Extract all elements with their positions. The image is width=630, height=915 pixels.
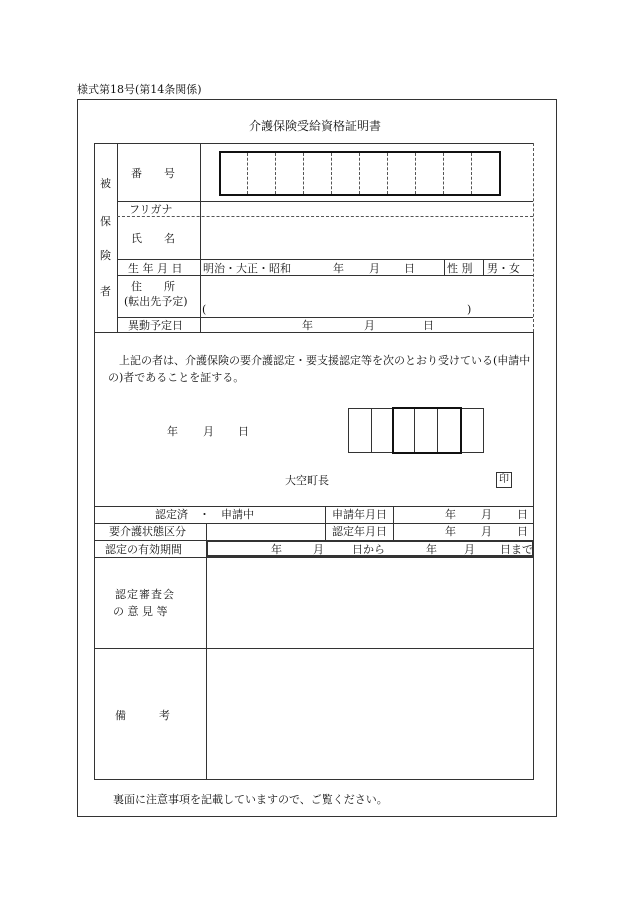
month-label: 月	[364, 319, 375, 332]
side-char: 被	[100, 177, 111, 190]
validity-from-suffix: 日から	[352, 543, 385, 556]
birth-eras[interactable]: 明治・大正・昭和	[203, 262, 291, 275]
address-paren-close: )	[467, 303, 472, 316]
name-field[interactable]	[202, 218, 532, 258]
side-char: 者	[100, 285, 111, 298]
year-label: 年	[333, 262, 344, 275]
certification-date-label: 認定年月日	[332, 525, 387, 538]
issue-month-label: 月	[203, 425, 214, 438]
opinion-field[interactable]	[208, 559, 532, 647]
year-label: 年	[426, 543, 437, 556]
number-label: 番 号	[131, 167, 175, 180]
cert-status[interactable]: 認定済 ・ 申請中	[155, 508, 254, 521]
year-label: 年	[445, 525, 456, 538]
insured-number-boxes[interactable]	[219, 151, 501, 196]
side-char: 保	[100, 215, 111, 228]
gender-options[interactable]: 男・女	[487, 262, 520, 275]
document-title: 介護保険受給資格証明書	[248, 119, 381, 133]
care-level-label: 要介護状態区分	[109, 525, 186, 538]
day-label: 日	[423, 319, 434, 332]
issuer-name: 大空町長	[285, 474, 329, 487]
move-date-label: 異動予定日	[128, 319, 183, 332]
form-number: 様式第18号(第14条関係)	[77, 83, 202, 96]
name-label: 氏 名	[131, 232, 175, 245]
month-label: 月	[313, 543, 324, 556]
remarks-field[interactable]	[208, 650, 532, 778]
month-label: 月	[464, 543, 475, 556]
application-date-label: 申請年月日	[332, 508, 387, 521]
certification-statement: 上記の者は、介護保険の要介護認定・要支援認定等を次のとおり受けている(申請中の)者であることを証する。	[108, 354, 531, 384]
year-label: 年	[271, 543, 282, 556]
address-field[interactable]	[210, 278, 460, 316]
year-label: 年	[445, 508, 456, 521]
remarks-label: 備 考	[115, 709, 170, 722]
issue-year-label: 年	[167, 425, 178, 438]
year-label: 年	[302, 319, 313, 332]
opinion-label-line2: の 意 見 等	[113, 605, 168, 618]
address-paren-open: (	[202, 303, 207, 316]
address-label: 住 所	[131, 280, 175, 293]
day-label: 日	[517, 508, 528, 521]
issue-day-label: 日	[238, 425, 249, 438]
approval-stamp-highlight	[392, 407, 462, 454]
furigana-label: フリガナ	[129, 203, 173, 216]
month-label: 月	[481, 525, 492, 538]
care-level-field[interactable]	[208, 524, 323, 539]
day-label: 日	[404, 262, 415, 275]
opinion-label-line1: 認定審査会	[115, 588, 175, 601]
side-char: 険	[100, 249, 111, 262]
month-label: 月	[369, 262, 380, 275]
birth-date-label: 生 年 月 日	[128, 262, 183, 275]
validity-period-label: 認定の有効期間	[105, 543, 182, 556]
day-label: 日	[517, 525, 528, 538]
footer-note: 裏面に注意事項を記載していますので、ご覧ください。	[113, 793, 388, 806]
seal-mark: 印	[496, 472, 512, 488]
address-sublabel: (転出先予定)	[124, 295, 188, 308]
validity-to-suffix: 日まで	[500, 543, 533, 556]
month-label: 月	[481, 508, 492, 521]
gender-label: 性 別	[447, 262, 473, 275]
